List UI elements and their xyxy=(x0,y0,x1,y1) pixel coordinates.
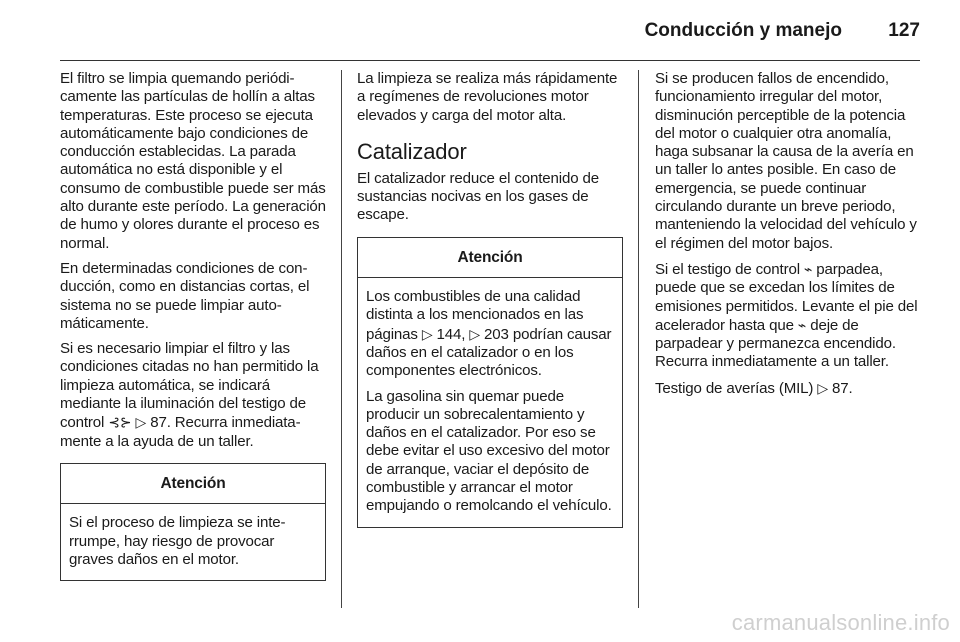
paragraph-text: Si el testigo de control xyxy=(655,260,800,278)
caution-text-part: 203 podrían causar daños en el catalizador o en los componentes electrónicos. xyxy=(366,325,612,380)
page-number: 127 xyxy=(888,20,920,41)
caution-body xyxy=(358,278,622,527)
column-1 xyxy=(60,70,326,581)
paragraph: La limpieza se realiza más rápidamente a regímenes de revoluciones motor elevados y carga del motor alta. xyxy=(357,70,618,124)
page-reference-icon: ▷ xyxy=(135,414,147,431)
column-3 xyxy=(655,70,921,405)
section-heading: Catalizador xyxy=(357,138,467,164)
paragraph-text: Si es necesario limpiar el filtro y las condiciones citadas no han permitido la limpieza automática, se indicará mediante la iluminación del testigo de control xyxy=(60,340,319,432)
watermark: carmanualsonline.info xyxy=(731,610,950,635)
page-reference-icon: ▷ xyxy=(421,325,433,342)
engine-warning-icon: ⌁ xyxy=(797,316,807,333)
column-2 xyxy=(357,70,623,528)
caution-box xyxy=(357,237,623,528)
paragraph-text: parpadea, puede que se excedan los límites de emisiones permitidos. Levante el pie del acelerador hasta que xyxy=(655,260,918,334)
caution-title: Atención xyxy=(358,238,622,278)
caution-text-part: Los combustibles de una calidad distinta a los mencionados en las páginas xyxy=(366,288,584,343)
caution-body xyxy=(61,504,325,580)
paragraph-text: 87. xyxy=(832,379,853,397)
paragraph: Si se producen fallos de encendido, funcionamiento irregular del motor, disminución perceptible de la potencia del motor o cualquier otra anomalía, haga subsanar la causa de la avería en un taller lo antes posible. En caso de emergencia, se puede continuar circulando durante un breve periodo, manteniendo la velocidad del vehículo y el régimen del motor bajos. xyxy=(655,70,917,252)
caution-box xyxy=(60,463,326,581)
paragraph xyxy=(655,379,921,398)
column-divider-1 xyxy=(341,70,342,608)
page-reference-icon: ▷ xyxy=(817,379,828,396)
paragraph-text: deje de parpadear y permanezca encendido. Recurra inmediatamente a un taller. xyxy=(655,316,896,371)
caution-text: La gasolina sin quemar puede producir un sobrecalentamiento y daños en el catalizador. Por eso se debe evitar el uso excesivo del motor de arranque, vaciar el depósito de combustible y arrancar el motor empujando o remolcando el vehículo. xyxy=(366,387,612,515)
particle-filter-icon: ⊰⊱ xyxy=(108,414,132,431)
caution-title: Atención xyxy=(61,464,325,504)
column-divider-2 xyxy=(638,70,639,608)
caution-text: Si el proceso de limpieza se interrumpe, hay riesgo de provocar graves daños en el motor. xyxy=(69,514,286,568)
page-header xyxy=(60,18,920,44)
caution-text-part: 144, xyxy=(436,325,466,343)
paragraph-text: 87. Recurra inmediatamente a la ayuda de un taller. xyxy=(60,414,301,450)
paragraph: El filtro se limpia quemando periódicamente las partículas de hollín a altas temperaturas. Este proceso se ejecuta automáticamente bajo condiciones de conducción establecidas. La parada automática no está disponible y el consumo de combustible puede ser más alto durante este período. La generación de humo y olores durante el proceso es normal. xyxy=(60,70,326,252)
paragraph xyxy=(60,340,326,451)
header-rule xyxy=(60,60,920,61)
engine-warning-icon: ⌁ xyxy=(803,260,813,277)
caution-text xyxy=(366,288,614,380)
paragraph: El catalizador reduce el contenido de sustancias nocivas en los gases de escape. xyxy=(357,169,599,224)
paragraph: En determinadas condiciones de conducción, como en distancias cortas, el sistema no se puede limpiar automáticamente. xyxy=(60,259,310,332)
header-title: Conducción y manejo xyxy=(644,20,842,41)
page-reference-icon: ▷ xyxy=(469,325,480,342)
paragraph xyxy=(655,260,921,372)
paragraph-text: Testigo de averías (MIL) xyxy=(655,379,814,397)
